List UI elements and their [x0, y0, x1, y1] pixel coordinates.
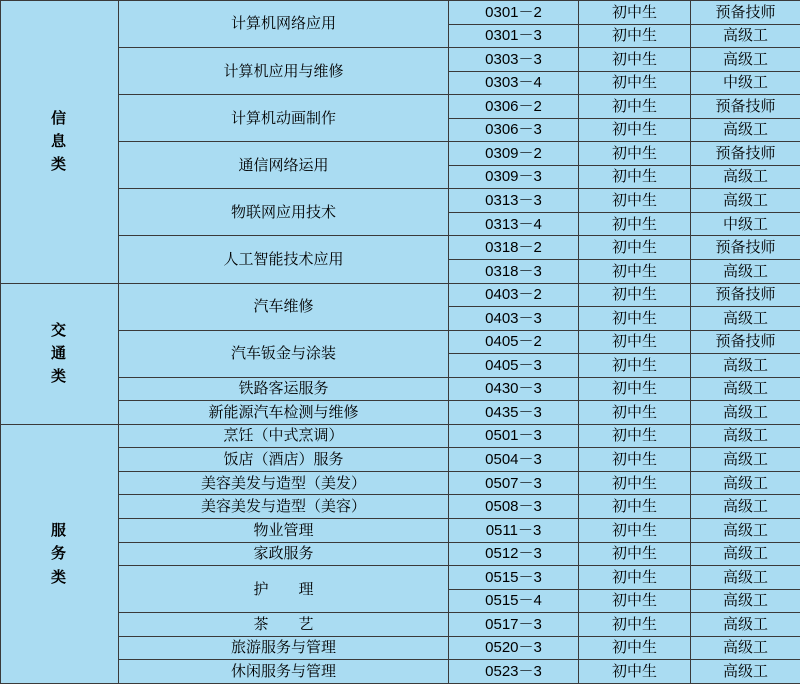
major-name-cell: 家政服务 [119, 542, 449, 566]
skill-level-cell: 高级工 [691, 165, 800, 189]
major-code-cell: 0504－3 [449, 448, 579, 472]
major-code-cell: 0430－3 [449, 377, 579, 401]
entry-requirement-cell: 初中生 [579, 212, 691, 236]
entry-requirement-cell: 初中生 [579, 354, 691, 378]
major-name-cell: 通信网络运用 [119, 142, 449, 189]
entry-requirement-cell: 初中生 [579, 401, 691, 425]
skill-level-cell: 高级工 [691, 471, 800, 495]
table-row [1, 636, 800, 660]
entry-requirement-cell: 初中生 [579, 165, 691, 189]
skill-level-cell: 高级工 [691, 377, 800, 401]
entry-requirement-cell: 初中生 [579, 189, 691, 213]
skill-level-cell: 高级工 [691, 424, 800, 448]
major-name-cell: 新能源汽车检测与维修 [119, 401, 449, 425]
entry-requirement-cell: 初中生 [579, 495, 691, 519]
skill-level-cell: 高级工 [691, 636, 800, 660]
major-code-cell: 0313－3 [449, 189, 579, 213]
skill-level-cell: 高级工 [691, 48, 800, 72]
skill-level-cell: 高级工 [691, 189, 800, 213]
major-name-cell: 汽车钣金与涂装 [119, 330, 449, 377]
major-name-cell: 美容美发与造型（美容） [119, 495, 449, 519]
skill-level-cell: 高级工 [691, 613, 800, 637]
category-label-char: 类 [50, 568, 68, 586]
skill-level-cell: 高级工 [691, 118, 800, 142]
category-label-char: 交 [50, 321, 68, 339]
table-row [1, 48, 800, 72]
major-name-cell: 休闲服务与管理 [119, 660, 449, 684]
major-code-cell: 0318－3 [449, 260, 579, 284]
entry-requirement-cell: 初中生 [579, 1, 691, 25]
skill-level-cell: 高级工 [691, 24, 800, 48]
major-name-cell: 烹饪（中式烹调） [119, 424, 449, 448]
skill-level-cell: 高级工 [691, 448, 800, 472]
major-code-cell: 0435－3 [449, 401, 579, 425]
skill-level-cell: 高级工 [691, 495, 800, 519]
skill-level-cell: 高级工 [691, 519, 800, 543]
entry-requirement-cell: 初中生 [579, 283, 691, 307]
table-row [1, 330, 800, 354]
skill-level-cell: 高级工 [691, 566, 800, 590]
major-name-cell: 饭店（酒店）服务 [119, 448, 449, 472]
skill-level-cell: 预备技师 [691, 1, 800, 25]
entry-requirement-cell: 初中生 [579, 260, 691, 284]
skill-level-cell: 高级工 [691, 307, 800, 331]
entry-requirement-cell: 初中生 [579, 95, 691, 119]
entry-requirement-cell: 初中生 [579, 542, 691, 566]
major-code-cell: 0309－3 [449, 165, 579, 189]
skill-level-cell: 中级工 [691, 71, 800, 95]
table-row [1, 495, 800, 519]
major-name-cell: 物业管理 [119, 519, 449, 543]
entry-requirement-cell: 初中生 [579, 330, 691, 354]
category-label-char: 务 [50, 545, 68, 563]
category-label-char: 信 [50, 109, 68, 127]
entry-requirement-cell: 初中生 [579, 118, 691, 142]
major-name-cell: 旅游服务与管理 [119, 636, 449, 660]
skill-level-cell: 预备技师 [691, 142, 800, 166]
category-label-char: 服 [50, 522, 68, 540]
entry-requirement-cell: 初中生 [579, 660, 691, 684]
table-row [1, 448, 800, 472]
entry-requirement-cell: 初中生 [579, 377, 691, 401]
major-code-cell: 0515－4 [449, 589, 579, 613]
category-label-char: 类 [50, 156, 68, 174]
major-code-cell: 0301－2 [449, 1, 579, 25]
entry-requirement-cell: 初中生 [579, 566, 691, 590]
major-code-cell: 0403－3 [449, 307, 579, 331]
major-code-cell: 0318－2 [449, 236, 579, 260]
skill-level-cell: 高级工 [691, 542, 800, 566]
table-row [1, 660, 800, 684]
entry-requirement-cell: 初中生 [579, 71, 691, 95]
category-cell [1, 1, 119, 284]
skill-level-cell: 预备技师 [691, 283, 800, 307]
entry-requirement-cell: 初中生 [579, 48, 691, 72]
major-name-cell: 计算机应用与维修 [119, 48, 449, 95]
skill-level-cell: 高级工 [691, 260, 800, 284]
entry-requirement-cell: 初中生 [579, 307, 691, 331]
major-name-cell: 计算机动画制作 [119, 95, 449, 142]
skill-level-cell: 预备技师 [691, 330, 800, 354]
category-label-char: 通 [50, 345, 68, 363]
entry-requirement-cell: 初中生 [579, 471, 691, 495]
entry-requirement-cell: 初中生 [579, 589, 691, 613]
major-name-cell: 美容美发与造型（美发） [119, 471, 449, 495]
skill-level-cell: 高级工 [691, 589, 800, 613]
major-code-cell: 0306－2 [449, 95, 579, 119]
major-name-cell: 茶 艺 [119, 613, 449, 637]
major-code-cell: 0523－3 [449, 660, 579, 684]
entry-requirement-cell: 初中生 [579, 142, 691, 166]
table-row [1, 95, 800, 119]
major-name-cell: 物联网应用技术 [119, 189, 449, 236]
table-row [1, 142, 800, 166]
table-row [1, 471, 800, 495]
entry-requirement-cell: 初中生 [579, 24, 691, 48]
major-code-cell: 0512－3 [449, 542, 579, 566]
skill-level-cell: 高级工 [691, 660, 800, 684]
major-code-cell: 0303－4 [449, 71, 579, 95]
category-label-char: 类 [50, 368, 68, 386]
major-code-cell: 0517－3 [449, 613, 579, 637]
major-code-cell: 0313－4 [449, 212, 579, 236]
skill-level-cell: 高级工 [691, 401, 800, 425]
table-row [1, 566, 800, 590]
major-code-cell: 0501－3 [449, 424, 579, 448]
major-name-cell: 铁路客运服务 [119, 377, 449, 401]
category-cell [1, 283, 119, 424]
category-label-char: 息 [50, 133, 68, 151]
table-body [1, 1, 800, 684]
table-row [1, 519, 800, 543]
major-code-cell: 0405－2 [449, 330, 579, 354]
major-code-cell: 0520－3 [449, 636, 579, 660]
table-row [1, 189, 800, 213]
skill-level-cell: 中级工 [691, 212, 800, 236]
skill-level-cell: 高级工 [691, 354, 800, 378]
table-row [1, 377, 800, 401]
major-code-cell: 0403－2 [449, 283, 579, 307]
major-code-cell: 0508－3 [449, 495, 579, 519]
table-row [1, 542, 800, 566]
entry-requirement-cell: 初中生 [579, 448, 691, 472]
table-row [1, 1, 800, 25]
entry-requirement-cell: 初中生 [579, 613, 691, 637]
major-name-cell: 护 理 [119, 566, 449, 613]
skill-level-cell: 预备技师 [691, 95, 800, 119]
major-code-cell: 0301－3 [449, 24, 579, 48]
major-name-cell: 人工智能技术应用 [119, 236, 449, 283]
table-row [1, 613, 800, 637]
entry-requirement-cell: 初中生 [579, 424, 691, 448]
table-row [1, 236, 800, 260]
major-name-cell: 汽车维修 [119, 283, 449, 330]
table-row [1, 424, 800, 448]
major-code-cell: 0507－3 [449, 471, 579, 495]
major-code-cell: 0511－3 [449, 519, 579, 543]
major-code-cell: 0303－3 [449, 48, 579, 72]
major-code-cell: 0306－3 [449, 118, 579, 142]
entry-requirement-cell: 初中生 [579, 636, 691, 660]
table-row [1, 401, 800, 425]
table-row [1, 283, 800, 307]
entry-requirement-cell: 初中生 [579, 236, 691, 260]
major-code-cell: 0515－3 [449, 566, 579, 590]
skill-level-cell: 预备技师 [691, 236, 800, 260]
entry-requirement-cell: 初中生 [579, 519, 691, 543]
major-code-cell: 0309－2 [449, 142, 579, 166]
category-cell [1, 424, 119, 683]
major-code-cell: 0405－3 [449, 354, 579, 378]
major-name-cell: 计算机网络应用 [119, 1, 449, 48]
